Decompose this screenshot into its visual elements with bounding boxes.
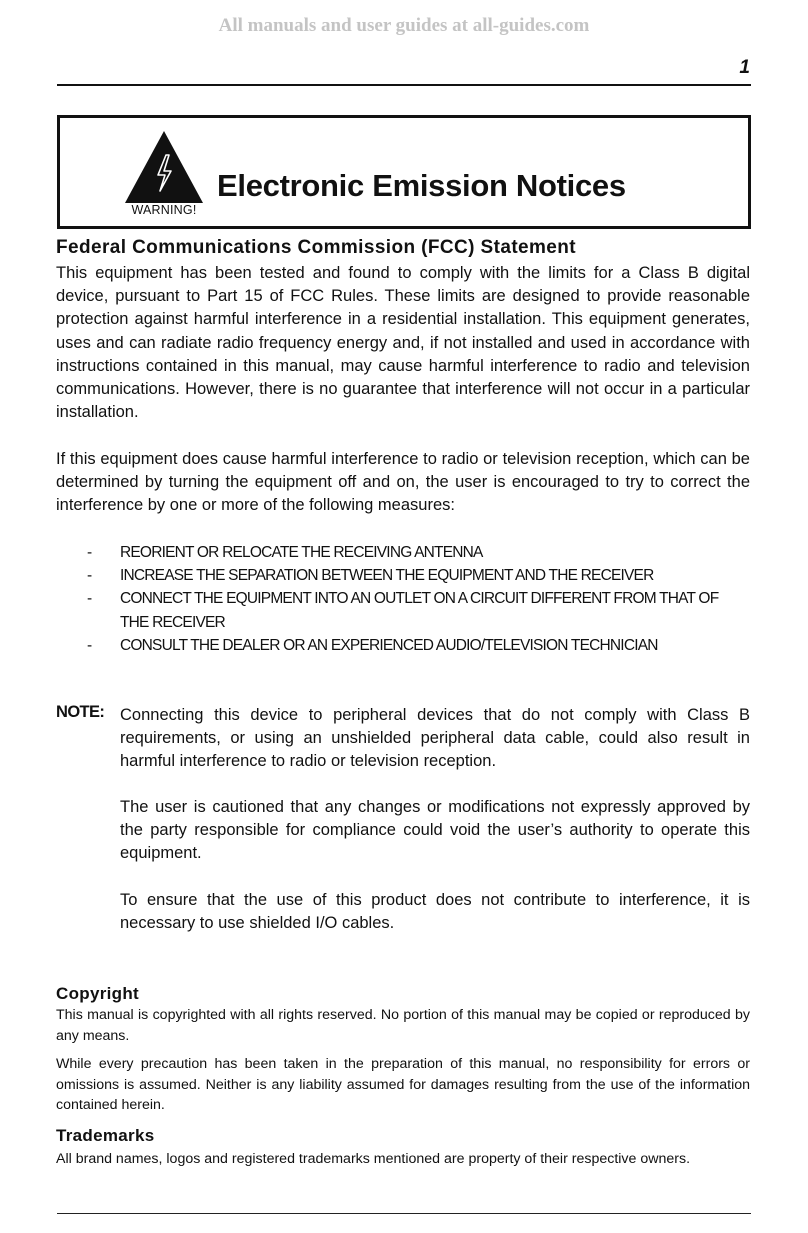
- list-item-text: CONNECT THE EQUIPMENT INTO AN OUTLET ON A CIRCUIT DIFFERENT FROM THAT OF THE RECEIVER: [120, 590, 719, 631]
- note-text-2: The user is cautioned that any changes or modifications not expressly approved by the party responsible for compliance could void the user’s authority to operate this equipment.: [120, 798, 750, 863]
- note-text-3: To ensure that the use of this product does not contribute to interference, it is necessary to use shielded I/O cables.: [120, 891, 750, 933]
- footer-rule: [57, 1213, 751, 1214]
- list-item: [56, 587, 750, 633]
- copyright-paragraph-1: This manual is copyrighted with all rights reserved. No portion of this manual may be copied or reproduced by any means.: [56, 1007, 750, 1044]
- header-rule: [57, 84, 751, 86]
- note-paragraph-1: [120, 704, 750, 774]
- note-paragraph-2: [120, 796, 750, 866]
- copyright-heading: Copyright: [56, 984, 139, 1003]
- list-bullet: -: [87, 636, 93, 654]
- watermark: All manuals and user guides at all-guides.com: [218, 15, 590, 36]
- warning-icon: [122, 129, 206, 219]
- list-bullet: -: [87, 590, 93, 608]
- note-label: NOTE:: [56, 703, 105, 721]
- warning-label: WARNING!: [131, 203, 197, 217]
- trademarks-heading: Trademarks: [56, 1126, 155, 1145]
- list-item-text: REORIENT OR RELOCATE THE RECEIVING ANTENNA: [120, 544, 483, 561]
- list-item: [56, 564, 750, 587]
- list-bullet: -: [87, 544, 93, 561]
- note-text-1: Connecting this device to peripheral devices that do not comply with Class B requirements, or using an unshielded peripheral data cable, could also result in harmful interference to radio or television reception.: [120, 706, 750, 771]
- copyright-paragraph-2: While every precaution has been taken in the preparation of this manual, no responsibility for errors or omissions is assumed. Neither is any liability assumed for damages resulting from the use of the information contained herein.: [56, 1056, 750, 1113]
- list-bullet: -: [87, 567, 93, 585]
- list-item: [56, 634, 750, 657]
- warning-triangle-icon: [122, 129, 206, 205]
- title-box: [57, 115, 751, 229]
- fcc-paragraph-2: If this equipment does cause harmful interference to radio or television reception, which can be determined by turning the equipment off and on, the user is encouraged to try to correct the interference by one or more of the following measures:: [56, 450, 750, 515]
- list-item-text: INCREASE THE SEPARATION BETWEEN THE EQUIPMENT AND THE RECEIVER: [120, 567, 654, 585]
- fcc-heading: Federal Communications Commission (FCC) Statement: [56, 237, 577, 258]
- page-title: Electronic Emission Notices: [217, 168, 626, 203]
- note-paragraph-3: [120, 889, 750, 935]
- list-item-text: CONSULT THE DEALER OR AN EXPERIENCED AUDIO/TELEVISION TECHNICIAN: [120, 636, 658, 654]
- page-number: 1: [739, 57, 750, 78]
- list-item: [56, 541, 750, 564]
- measures-list: [56, 541, 750, 657]
- trademarks-paragraph: All brand names, logos and registered trademarks mentioned are property of their respective owners.: [56, 1151, 691, 1167]
- fcc-paragraph-1: This equipment has been tested and found to comply with the limits for a Class B digital device, pursuant to Part 15 of FCC Rules. These limits are designed to provide reasonable protection against harmful interference in a residential installation. This equipment generates, uses and can radiate radio frequency energy and, if not installed and used in accordance with instructions contained in this manual, may cause harmful interference to radio and television communications. However, there is no guarantee that interference will not occur in a particular installation.: [56, 264, 750, 422]
